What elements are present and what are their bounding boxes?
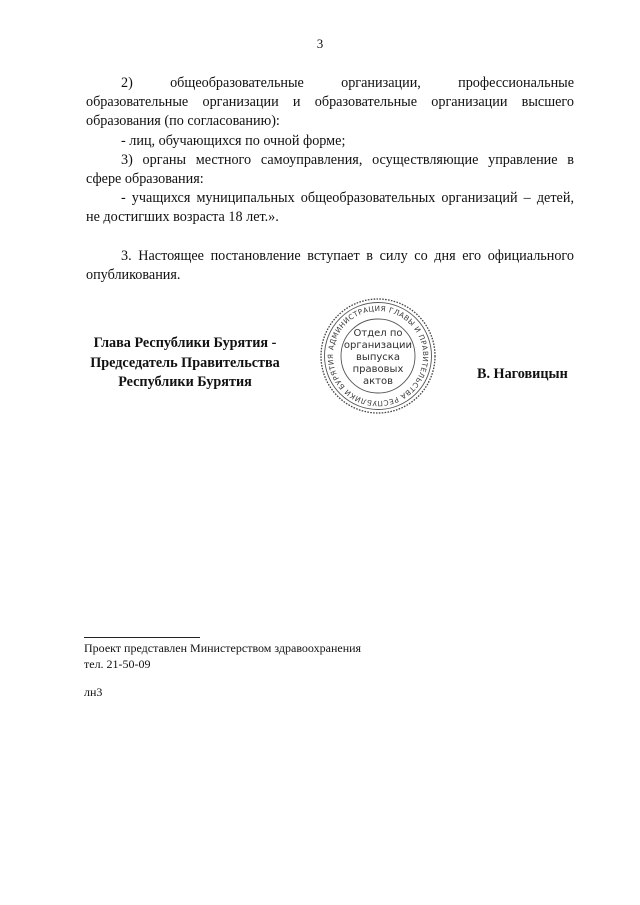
footnote (84, 640, 361, 672)
official-stamp (318, 296, 438, 416)
signatory-title (84, 334, 286, 393)
stamp-center-line-3: выпуска (356, 352, 400, 363)
signatory-title-line-2: Председатель Правительства (90, 354, 280, 371)
document-body (86, 74, 574, 285)
stamp-ring-text: АДМИНИСТРАЦИЯ ГЛАВЫ И ПРАВИТЕЛЬСТВА РЕСПУБЛИКИ БУРЯТИЯ (325, 303, 431, 409)
signatory-title-line-1: Глава Республики Бурятия - (93, 335, 277, 351)
paragraph-municipal-students: - учащихся муниципальных общеобразовательных организаций – детей, не достигших возраста 18 лет.». (86, 190, 574, 226)
page-number: 3 (316, 36, 324, 51)
footnote-divider (84, 637, 200, 638)
document-code: лн3 (84, 685, 103, 699)
footnote-submitter: Проект представлен Министерством здравоохранения (84, 641, 362, 655)
stamp-seal (318, 296, 438, 416)
paragraph-full-time-students: - лиц, обучающихся по очной форме; (121, 132, 346, 149)
stamp-center-line-5: актов (362, 376, 394, 387)
paragraph-educational-organizations: 2) общеобразовательные организации, профессиональные образовательные организации и образовательные организации высшего образования (по согласованию): (86, 75, 574, 130)
paragraph-entry-into-force: 3. Настоящее постановление вступает в силу со дня его официального опубликования. (86, 247, 574, 283)
stamp-center-line-1: Отдел по (353, 328, 403, 339)
stamp-center-line-2: организации (343, 340, 413, 351)
signatory-name: В. Наговицын (477, 366, 568, 382)
paragraph-local-authorities: 3) органы местного самоуправления, осуществляющие управление в сфере образования: (86, 151, 574, 188)
signatory-title-line-3: Республики Бурятия (118, 374, 252, 390)
footnote-phone: тел. 21-50-09 (84, 657, 151, 671)
stamp-center-line-4: правовых (352, 364, 404, 375)
